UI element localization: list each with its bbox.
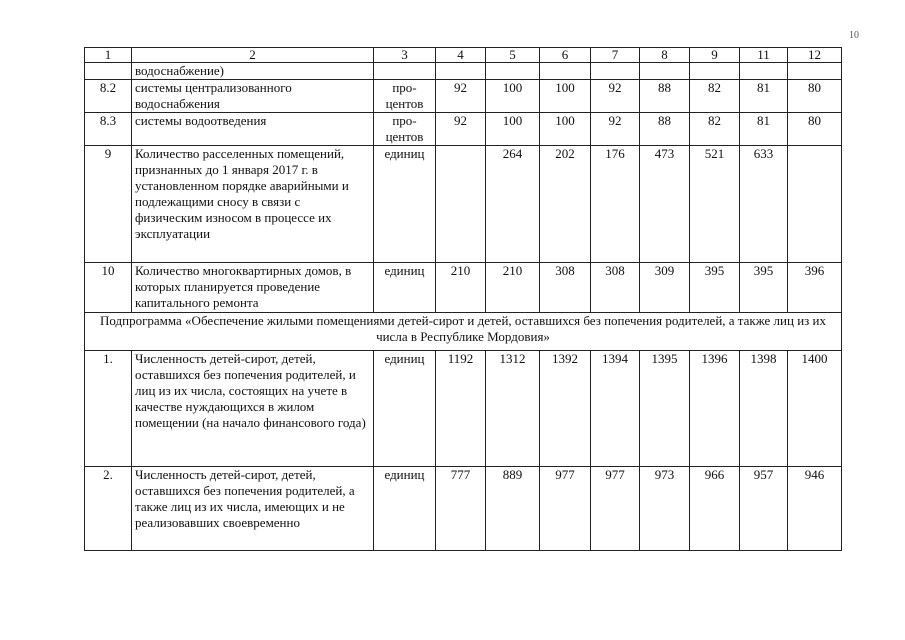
value-cell: 1400 <box>788 351 842 467</box>
table-row <box>85 263 842 313</box>
indicator-name-cell: водоснабжение) <box>132 63 374 80</box>
indicator-name-cell: Численность детей-сирот, детей, оставшихся без попечения родителей, а также лиц из их числа, имеющих и не реализовавших своевременно <box>132 467 374 551</box>
table-row <box>85 63 842 80</box>
value-cell <box>486 63 540 80</box>
row-number-cell: 8.3 <box>85 113 132 146</box>
value-cell: 1396 <box>690 351 740 467</box>
subprogram-title: Подпрограмма «Обеспечение жилыми помещениями детей-сирот и детей, оставшихся без попечения родителей, а также лиц из их числа в Республике Мордовия» <box>85 313 842 351</box>
value-cell: 889 <box>486 467 540 551</box>
unit-cell: про-центов <box>374 113 436 146</box>
header-cell: 11 <box>740 48 788 63</box>
value-cell: 92 <box>591 80 640 113</box>
value-cell: 308 <box>540 263 591 313</box>
table-row <box>85 113 842 146</box>
header-cell: 3 <box>374 48 436 63</box>
row-number-cell: 2. <box>85 467 132 551</box>
row-number-cell: 9 <box>85 146 132 263</box>
header-cell: 5 <box>486 48 540 63</box>
indicator-name-cell: Численность детей-сирот, детей, оставшихся без попечения родителей, и лиц из их числа, состоящих на учете в качестве нуждающихся в жилом помещении (на начало финансового года) <box>132 351 374 467</box>
value-cell: 176 <box>591 146 640 263</box>
value-cell: 1392 <box>540 351 591 467</box>
header-row <box>85 48 842 63</box>
value-cell: 308 <box>591 263 640 313</box>
indicator-name-cell: системы централизованного водоснабжения <box>132 80 374 113</box>
value-cell: 202 <box>540 146 591 263</box>
value-cell: 973 <box>640 467 690 551</box>
value-cell: 395 <box>740 263 788 313</box>
table-row <box>85 146 842 263</box>
value-cell: 80 <box>788 113 842 146</box>
value-cell: 521 <box>690 146 740 263</box>
table-row <box>85 351 842 467</box>
indicators-table <box>84 47 842 551</box>
header-cell: 8 <box>640 48 690 63</box>
value-cell <box>788 146 842 263</box>
value-cell: 264 <box>486 146 540 263</box>
value-cell: 777 <box>436 467 486 551</box>
value-cell: 1312 <box>486 351 540 467</box>
unit-cell: единиц <box>374 467 436 551</box>
header-cell: 7 <box>591 48 640 63</box>
header-cell: 9 <box>690 48 740 63</box>
page-number: 10 <box>849 30 859 41</box>
value-cell: 1398 <box>740 351 788 467</box>
value-cell <box>690 63 740 80</box>
indicator-name-cell: Количество расселенных помещений, признанных до 1 января 2017 г. в установленном порядке аварийными и подлежащими сносу в связи с физическим износом в процессе их эксплуатации <box>132 146 374 263</box>
indicator-name-cell: Количество многоквартирных домов, в которых планируется проведение капитального ремонта <box>132 263 374 313</box>
value-cell <box>591 63 640 80</box>
value-cell: 633 <box>740 146 788 263</box>
header-cell: 4 <box>436 48 486 63</box>
value-cell: 88 <box>640 113 690 146</box>
value-cell: 957 <box>740 467 788 551</box>
value-cell: 210 <box>486 263 540 313</box>
row-number-cell: 10 <box>85 263 132 313</box>
unit-cell: единиц <box>374 146 436 263</box>
value-cell: 977 <box>591 467 640 551</box>
value-cell <box>740 63 788 80</box>
table-row <box>85 80 842 113</box>
unit-cell: единиц <box>374 351 436 467</box>
row-number-cell: 1. <box>85 351 132 467</box>
value-cell: 473 <box>640 146 690 263</box>
value-cell: 88 <box>640 80 690 113</box>
value-cell: 395 <box>690 263 740 313</box>
value-cell: 80 <box>788 80 842 113</box>
value-cell: 100 <box>540 113 591 146</box>
header-cell: 1 <box>85 48 132 63</box>
value-cell: 100 <box>486 80 540 113</box>
value-cell <box>640 63 690 80</box>
value-cell <box>540 63 591 80</box>
value-cell: 100 <box>486 113 540 146</box>
unit-cell: единиц <box>374 263 436 313</box>
header-cell: 12 <box>788 48 842 63</box>
value-cell: 100 <box>540 80 591 113</box>
unit-cell <box>374 63 436 80</box>
row-number-cell: 8.2 <box>85 80 132 113</box>
unit-cell: про-центов <box>374 80 436 113</box>
value-cell: 82 <box>690 113 740 146</box>
value-cell: 966 <box>690 467 740 551</box>
value-cell: 1192 <box>436 351 486 467</box>
value-cell: 1394 <box>591 351 640 467</box>
value-cell: 92 <box>591 113 640 146</box>
value-cell: 309 <box>640 263 690 313</box>
header-cell: 2 <box>132 48 374 63</box>
subprogram-row <box>85 313 842 351</box>
value-cell <box>436 63 486 80</box>
row-number-cell <box>85 63 132 80</box>
value-cell: 82 <box>690 80 740 113</box>
value-cell: 81 <box>740 113 788 146</box>
value-cell <box>436 146 486 263</box>
value-cell: 92 <box>436 113 486 146</box>
value-cell <box>788 63 842 80</box>
value-cell: 210 <box>436 263 486 313</box>
value-cell: 1395 <box>640 351 690 467</box>
indicator-name-cell: системы водоотведения <box>132 113 374 146</box>
value-cell: 977 <box>540 467 591 551</box>
value-cell: 946 <box>788 467 842 551</box>
value-cell: 81 <box>740 80 788 113</box>
value-cell: 396 <box>788 263 842 313</box>
header-cell: 6 <box>540 48 591 63</box>
value-cell: 92 <box>436 80 486 113</box>
table-row <box>85 467 842 551</box>
